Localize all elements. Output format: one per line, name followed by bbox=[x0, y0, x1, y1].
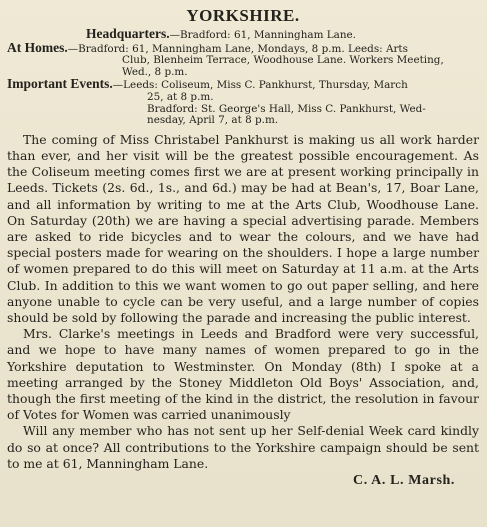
article-body bbox=[7, 132, 479, 472]
at-homes-line-1: —Bradford: 61, Manningham Lane, Mondays, 8 p.m. Leeds: Arts bbox=[67, 42, 408, 55]
headquarters-text: —Bradford: 61, Manningham Lane. bbox=[169, 29, 356, 41]
article-paragraph: Mrs. Clarke's meetings in Leeds and Bradford were very successful, and we hope to have many names of women prepared to go in the Yorkshire deputation to Westminster. On Monday (8th) I spoke at a meeting arranged by the Stoney Middleton Old Boys' Association, and, though the first meeting of the kind in the district, the resolution in favour of Votes for Women was carried unanimously bbox=[7, 326, 479, 423]
headquarters-line bbox=[7, 28, 479, 42]
important-events-label: Important Events. bbox=[7, 76, 113, 92]
article-paragraph: Will any member who has not sent up her Self-denial Week card kindly do so at once? All contributions to the Yorkshire campaign should be sent to me at 61, Manningham Lane. bbox=[7, 423, 479, 471]
at-homes-line-3: Wed., 8 p.m. bbox=[122, 65, 188, 78]
important-events-line-3: Bradford: St. George's Hall, Miss C. Pankhurst, Wed- bbox=[147, 102, 426, 115]
important-events-block bbox=[7, 78, 479, 126]
at-homes-label: At Homes. bbox=[7, 39, 68, 55]
headquarters-label: Headquarters. bbox=[86, 26, 170, 41]
at-homes-block bbox=[7, 39, 479, 79]
important-events-line-1: —Leeds: Coliseum, Miss C. Pankhurst, Thursday, March bbox=[112, 79, 408, 92]
article-paragraph: The coming of Miss Christabel Pankhurst is making us all work harder than ever, and her visit will be the greatest possible encouragement. As the Coliseum meeting comes first we are at present working principally in Leeds. Tickets (2s. 6d., 1s., and 6d.) may be had at Bean's, 17, Boar Lane, and all information by writing to me at the Arts Club, Woodhouse Lane. On Saturday (20th) we are having a special advertising parade. Members are asked to ride bicycles and to wear the colours, and we have had special posters made for wearing on the shoulders. I hope a large number of women prepared to do this will meet on Saturday at 11 a.m. at the Arts Club. In addition to this we want women to go out paper selling, and here anyone unable to cycle can be very useful, and a large number of copies should be sold by following the parade and increasing the public interest. bbox=[7, 131, 479, 325]
important-events-line-4: nesday, April 7, at 8 p.m. bbox=[147, 114, 279, 127]
important-events-line-2: 25, at 8 p.m. bbox=[147, 90, 214, 103]
section-title: YORKSHIRE. bbox=[186, 6, 300, 25]
signature: C. A. L. Marsh. bbox=[353, 473, 455, 489]
at-homes-line-2: Club, Blenheim Terrace, Woodhouse Lane. Workers Meeting, bbox=[122, 54, 444, 67]
